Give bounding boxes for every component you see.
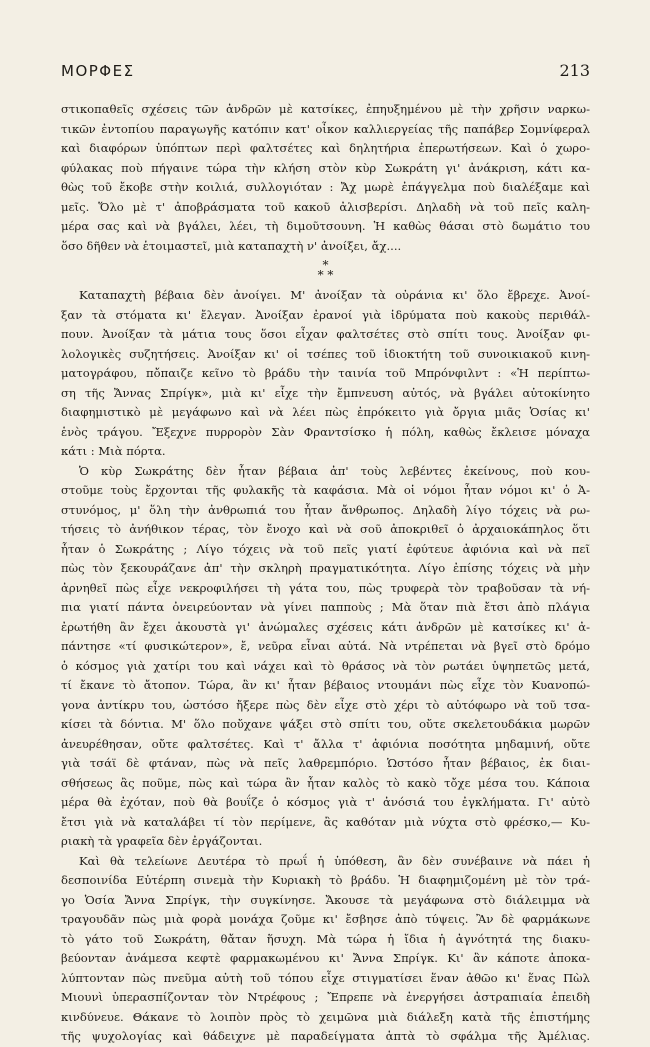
text-line: ἔτσι γιὰ νὰ καταλάβει τί τὸν περίμενε, ἂς καθόταν μιὰ νύχτα στὸ φρέσκο,— Κυ- [61, 814, 590, 829]
text-line: στικοπαθεῖς σχέσεις τῶν ἀνδρῶν μὲ κατσίκες, ἐπηυξημένου μὲ τὴν χρῆσιν ναρκω- [61, 102, 590, 116]
text-line: Καταπαχτὴ βέβαια δὲν ἀνοίγει. Μ' ἀνοίξαν τὰ οὐράνια κι' ὅλο ἔβρεχε. Ἀνοί- [79, 288, 590, 302]
text-line: τικῶν ἐντοπίου παραγωγῆς κατόπιν κατ' οἶκον καλλιεργείας τῆς παπάβερ Σομνίφεραλ [61, 121, 590, 136]
paragraph-1 [61, 100, 590, 256]
text-line: ριακὴ τὰ γραφεῖα δὲν ἐργάζονται. [61, 834, 263, 848]
text-line: θὼς τοῦ ἔκοβε στὴν κοιλιά, συλλογιόταν : Ἄχ μωρὲ ἐπάγγελμα ποὺ διαλέξαμε καὶ [61, 180, 590, 194]
text-line: λολογικὲς συζητήσεις. Ἀνοίξαν κι' οἱ τσέπες τοῦ ἰδιοκτήτη τοῦ συνοικιακοῦ κινη- [61, 346, 590, 361]
text-line: βεύονταν ἀνάμεσα κεφτὲ φαρμακωμένου κι' Ἄννα Σπρίγκ. Κι' ἂν κάποτε ἀποκα- [61, 951, 590, 965]
text-line: δεσποινίδα Εὐτέρπη σινεμὰ τὴν Κυριακὴ τὸ βράδυ. Ἡ διαφημιζομένη μὲ τὸν τρά- [61, 873, 590, 887]
text-line: Μιουνὶ ὑπερασπίζονταν τὸν Ντρέφους ; Ἔπρεπε νὰ ἐνεργήσει ἀστραπιαία ἐπειδὴ [61, 990, 590, 1004]
text-line: πια γιατί πάντα ὀνειρεύονταν νὰ γίνει παπποὺς ; Μὰ ὅταν πιὰ ἔτσι ἀπὸ πλάγια [61, 600, 590, 614]
text-line: μεῖς. Ὅλο μὲ τ' ἀποβράσματα τοῦ κακοῦ ἀλισβερίσι. Δηλαδὴ νὰ τοῦ πεῖς καλη- [61, 199, 590, 214]
text-line: ὁ κόσμος γιὰ χατίρι του καὶ νάχει καὶ τὸ θράσος νὰ τὸν ρωτάει ὑψηπετῶς μετά, [61, 658, 590, 673]
text-line: πουν. Ἀνοίξαν τὰ μάτια τους ὅσοι εἶχαν φαλτσέτες στὸ σπίτι τους. Ἀνοίξαν φι- [61, 327, 590, 341]
text-line: γονα ἀντίκρυ του, ὡστόσο ἤξερε πὼς δὲν εἶχε στὸ χέρι τὸ αὐτόφωρο νὰ τοῦ τσα- [61, 697, 590, 712]
text-line: πὼς τὸν ξεκουράζανε ἀπ' τὴν σκληρὴ πραγματικότητα. Λίγο ἐπίσης τόχεις νὰ μὴν [61, 561, 590, 575]
text-line: γο Ὁσία Ἄννα Σπρίγκ, τὴν συγκίνησε. Ἄκουσε τὰ μεγάφωνα στὸ διάλειμμα νὰ [61, 892, 590, 907]
text-line: ἐρωτήθη ἂν ἔχει ἀκουστὰ γι' ἀνώμαλες σχέσεις κάτι ἀνδρῶν μὲ κατσίκες κι' ἀ- [61, 619, 590, 634]
text-line: ἀρνηθεῖ πὼς εἶχε νεκροφιλήσει τὴ γάτα του, πὼς τρυφερὰ τὸν τραβοῦσαν τὰ νή- [61, 580, 590, 595]
text-line: κινδύνευε. Θάκανε τὸ λοιπὸν πρὸς τὸ χειμῶνα μιὰ διάλεξη κατὰ τῆς ἐπιστήμης [61, 1009, 590, 1024]
text-line: τήσεις τὸ ἀνήθικον τέρας, τὸν ἔνοχο καὶ νὰ σοῦ ἀποκριθεῖ ὁ ἀρχαιοκάπηλος ὅτι [61, 522, 590, 536]
text-line: τὸ γάτο τοῦ Σωκράτη, θἄταν ἥσυχη. Μὰ τώρα ἡ ἴδια ἡ ἀγνότητά της διακυ- [61, 931, 590, 946]
asterisk-bottom: * * [317, 268, 334, 282]
text-line: λύπτονταν πὼς πνεῦμα αὐτὴ τοῦ τόπου εἶχε στιγματίσει ἕναν ἀθῶο κι' ἕνας Πὼλ [61, 970, 590, 985]
text-line: πάντησε «τί φυσικώτερον», ἔ, νεῦρα εἶναι αὐτά. Νὰ ντρέπεται νὰ βγεῖ στὸ δρόμο [61, 639, 590, 653]
text-line: Καὶ θὰ τελείωνε Δευτέρα τὸ πρωΐ ἡ ὑπόθεση, ἂν δὲν συνέβαινε νὰ πάει ἡ [79, 853, 590, 868]
paragraph-4 [61, 852, 590, 1047]
text-line: στοῦμε τοὺς ἔρχονται τῆς φυλακῆς τὰ καφάσια. Μὰ οἱ νόμοι ἦταν νόμοι κι' ὁ Ἀ- [61, 483, 590, 497]
text-line: ματογράφου, πὄπαιζε κεῖνο τὸ βράδυ τὴν ταινία τοῦ Μπρόνφιλντ : «Ἡ περίπτω- [61, 366, 590, 380]
text-line: ξαν τὰ στόματα κι' ἔλεγαν. Ἀνοίξαν ἐρανοί γιὰ ἱδρύματα ποὺ κακοὺς περιθάλ- [61, 307, 590, 322]
text-line: κίσει τὰ δόντια. Μ' ὅλο ποὔχανε ψάξει στὸ σπίτι του, οὔτε σκελετουδάκια μωρῶν [61, 717, 590, 731]
text-line: καὶ διαφόρων ὑπόπτων περὶ φαλτσέτες καὶ δηλητήρια ἐπερωτήσεων. Καὶ ὁ χωρο- [61, 141, 590, 155]
asterisk-top: * [322, 258, 329, 272]
text-line: ση τῆς Ἄννας Σπρίγκ», μιὰ κι' εἶχε τὴν ἔμπνευση αὐτός, νὰ βγάλει αὐτοκίνητο [61, 385, 590, 400]
text-line: μέρα σας καὶ νὰ βγάλει, λέει, τὴ διμοῦτσουνη. Ἡ καθὼς θάσαι στὸ δωμάτιο του [61, 219, 590, 233]
text-line: τί ἔκανε τὸ ἄτοπον. Τώρα, ἂν κι' ἦταν βέβαιος ντουμάνι πὼς εἶχε τὸν Κυανοπώ- [61, 678, 590, 692]
text-line: ἦταν ὁ Σωκράτης ; Λίγο τόχεις νὰ τοῦ πεῖς γιατί ἐφύτευε ἀφιόνια καὶ νὰ πεῖ [61, 541, 590, 556]
text-line: κάτι : Μιὰ πόρτα. [61, 444, 166, 458]
text-line: τραγουδᾶν πὼς μιὰ φορὰ μονάχα ζοῦμε κι' ἔσβησε ἀπὸ τύψεις. Ἂν δὲ φαρμάκωνε [61, 912, 590, 926]
text-line: γιὰ τσάϊ δὲ φτάναν, πὼς νὰ πεῖς λαθρεμπόριο. Ὡστόσο ἦταν βέβαιος, ἐκ διαι- [61, 756, 590, 770]
running-head [61, 62, 590, 84]
text-line: φύλακας ποὺ πήγαινε τώρα τὴν κλήση στὸν κὺρ Σωκράτη γι' ἀνάκριση, κάτι κα- [61, 160, 590, 175]
paragraph-2 [61, 286, 590, 462]
page-number: 213 [559, 61, 590, 80]
text-line: διαφημιστικὸ μὲ μεγάφωνο καὶ νὰ λέει πὼς ἐπρόκειτο γιὰ ὄργια μιᾶς Ὁσίας κι' [61, 405, 590, 419]
paragraph-3 [61, 462, 590, 852]
text-line: τῆς ψυχολογίας καὶ θάδειχνε μὲ παραδείγματα ἁπτὰ τὸ σφάλμα τῆς Ἀμέλιας. [61, 1029, 590, 1043]
text-line: Ὁ κὺρ Σωκράτης δὲν ἦταν βέβαια ἀπ' τοὺς λεβέντες ἐκείνους, ποὺ κου- [79, 463, 590, 478]
text-line: ἑνὸς τράγου. Ἔξεχνε πυρρορὸν Σὰν Φραντσίσκο ἡ πόλη, καθὼς ἔκλεισε μόναχα [61, 424, 590, 439]
journal-title: ΜΟΡΦΕΣ [61, 62, 135, 80]
text-line: μέρα θὰ ἐχόταν, ποὺ θὰ βουΐζε ὁ κόσμος γιὰ τ' ἀνόσιά του ἐγκλήματα. Γι' αὐτὸ [61, 795, 590, 809]
body-text [61, 100, 590, 1047]
text-line: ἀνευρέθησαν, οὔτε φαλτσέτες. Καὶ τ' ἄλλα τ' ἀφιόνια ποσότητα μηδαμινή, οὔτε [61, 736, 590, 751]
text-line: ὅσο δῆθεν νὰ ἑτοιμαστεῖ, μιὰ καταπαχτὴ ν' ἀνοίξει, ἄχ.... [61, 238, 402, 253]
text-line: στυνόμος, μ' ὅλη τὴν ἀνθρωπιά του ἦταν ἄνθρωπος. Δηλαδὴ λίγο τόχεις νὰ ρω- [61, 502, 590, 517]
text-line: σθήσεως ἂς ποῦμε, πὼς καὶ τώρα ἂν ἦταν καλὸς τὸ κακὸ τὄχε μέσα του. Κάποια [61, 775, 590, 790]
section-separator [61, 256, 590, 286]
